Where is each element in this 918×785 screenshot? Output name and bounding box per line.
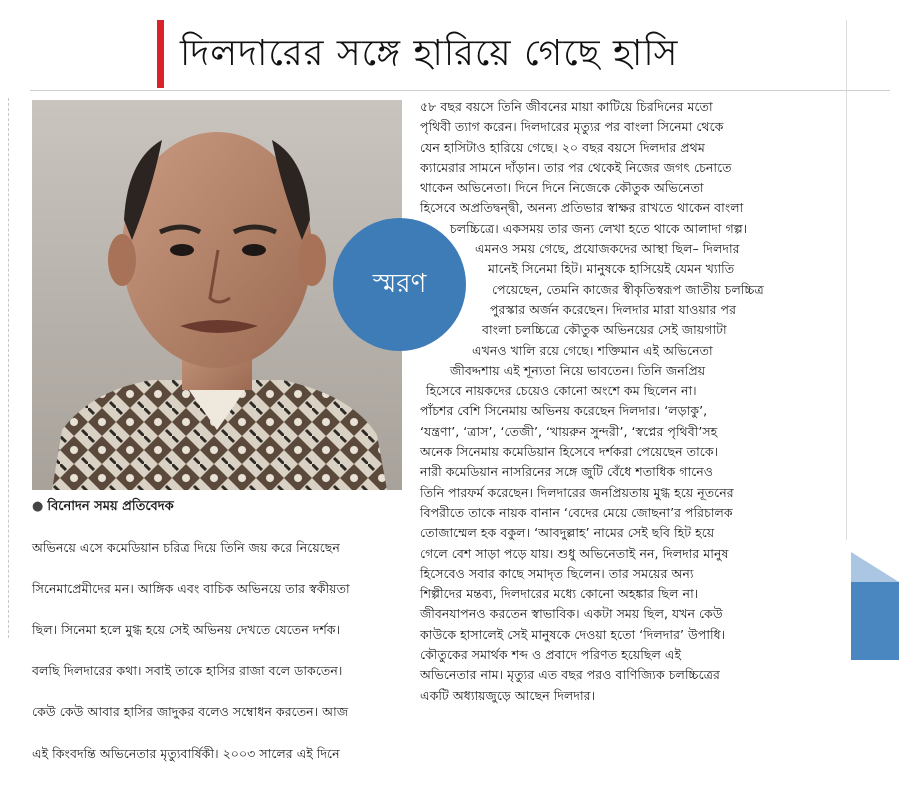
- headline-rule: [30, 90, 890, 91]
- right-line: ৫৮ বছর বয়সে তিনি জীবনের মায়া কাটিয়ে চিরদিনের মতো: [420, 99, 713, 114]
- right-line: পুরস্কার অর্জন করেছেন। দিলদার মারা যাওয়ার পর: [490, 301, 737, 317]
- left-column-text: [32, 517, 417, 785]
- right-line: একটি অধ্যায়জুড়ে আছেন দিলদার।: [420, 687, 596, 703]
- right-line: হিসেবে নায়কদের চেয়েও কোনো অংশে কম ছিলেন না।: [426, 383, 697, 399]
- right-column-text: [420, 97, 805, 706]
- left-line: অভিনয়ে এসে কমেডিয়ান চরিত্র দিয়ে তিনি জয় করে নিয়েছেন: [32, 539, 340, 555]
- right-line: বিপরীতে তাকে নায়ক বানান ‘বেদের মেয়ে জোছনা’র পরিচালক: [420, 504, 733, 520]
- corner-decoration-block: [851, 582, 899, 660]
- right-line: অভিনেতার নাম। মৃত্যুর এত বছর পরও বাণিজ্যিক চলচ্চিত্রের: [420, 667, 720, 683]
- right-line: পেয়েছেন, তেমনি কাজের স্বীকৃতিস্বরূপ জাতীয় চলচ্চিত্র: [492, 281, 764, 297]
- right-line: এখনও খালি রয়ে গেছে। শক্তিমান এই অভিনেতা: [472, 342, 713, 358]
- right-line: পাঁচশর বেশি সিনেমায় অভিনয় করেছেন দিলদার। ‘লড়াকু’,: [420, 403, 708, 419]
- remembrance-badge: স্মরণ: [333, 218, 466, 351]
- right-line: ক্যামেরার সামনে দাঁড়ান। তার পর থেকেই নিজের জগৎ চেনাতে: [420, 159, 732, 175]
- right-line: জীবদ্দশায় এই শূন্যতা নিয়ে ভাবতেন। তিনি জনপ্রিয়: [450, 362, 706, 378]
- right-line: তোজাম্মেল হক বকুল। ‘আবদুল্লাহ’ নামের সেই ছবি হিট হয়ে: [420, 525, 715, 541]
- headline: দিলদারের সঙ্গে হারিয়ে গেছে হাসি: [180, 33, 679, 74]
- right-line: হিসেবে অপ্রতিদ্বন্দ্বী, অনন্য প্রতিভার স্বাক্ষর রাখতে থাকেন বাংলা: [420, 200, 744, 216]
- right-line: কৌতুকের সমার্থক শব্দ ও প্রবাদে পরিণত হয়েছিল এই: [420, 647, 682, 663]
- right-line: পৃথিবী ত্যাগ করেন। দিলদারের মৃত্যুর পর বাংলা সিনেমা থেকে: [420, 119, 724, 135]
- right-line: বাংলা চলচ্চিত্রে কৌতুক অভিনয়ের সেই জায়গাটা: [482, 322, 727, 338]
- right-line: থাকেন অভিনেতা। দিনে দিনে নিজেকে কৌতুক অভিনেতা: [420, 180, 704, 196]
- left-line: এই কিংবদন্তি অভিনেতার মৃত্যুবার্ষিকী। ২০০৩ সালের এই দিনে: [32, 745, 340, 761]
- byline-text: বিনোদন সময় প্রতিবেদক: [47, 499, 174, 514]
- right-line: যেন হাসিটাও হারিয়ে গেছে। ২০ বছর বয়সে দিলদার প্রথম: [420, 139, 705, 155]
- right-line: গেলে বেশ সাড়া পড়ে যায়। শুধু অভিনেতাই নন, দিলদার মানুষ: [420, 545, 729, 561]
- byline: [32, 498, 412, 516]
- right-line: নারী কমেডিয়ান নাসরিনের সঙ্গে জুটি বেঁধে শতাধিক গানেও: [420, 464, 714, 480]
- right-line: অনেক সিনেমায় কমেডিয়ান হিসেবে দর্শকরা পেয়েছেন তাকে।: [420, 444, 719, 460]
- right-line: ‘যন্ত্রণা’, ‘ত্রাস’, ‘তেজী’, ‘খায়রুন সুন্দরী’, ‘স্বপ্নের পৃথিবী’সহ: [420, 423, 718, 439]
- bullet-icon: ●: [32, 499, 44, 514]
- right-line: এমনও সময় গেছে, প্রযোজকদের আস্থা ছিল– দিলদার: [475, 241, 740, 257]
- headline-accent-bar: [157, 20, 164, 88]
- left-column-rule: [8, 98, 9, 638]
- right-column-rule: [846, 20, 847, 540]
- right-line: হিসেবেও সবার কাছে সমাদৃত ছিলেন। তার সময়ের অন্য: [420, 565, 694, 581]
- right-line: জীবনযাপনও করতেন স্বাভাবিক। একটা সময় ছিল, যখন কেউ: [420, 606, 723, 622]
- right-line: চলচ্চিত্রে। একসময় তার জন্য লেখা হতে থাকে আলাদা গল্প।: [450, 220, 748, 236]
- right-line: শিল্পীদের মন্তব্য, দিলদারের মধ্যে কোনো অহঙ্কার ছিল না।: [420, 586, 699, 602]
- right-line: তিনি পারফর্ম করেছেন। দিলদারের জনপ্রিয়তায় মুগ্ধ হয়ে নূতনের: [420, 484, 734, 500]
- left-line: ছিল। সিনেমা হলে মুগ্ধ হয়ে সেই অভিনয় দেখতে যেতেন দর্শক।: [32, 621, 341, 637]
- left-line: কেউ কেউ আবার হাসির জাদুকর বলেও সম্বোধন করতেন। আজ: [32, 704, 349, 720]
- right-line: কাউকে হাসালেই সেই মানুষকে দেওয়া হতো ‘দিলদার’ উপাধি।: [420, 626, 726, 642]
- left-line: বলছি দিলদারের কথা। সবাই তাকে হাসির রাজা বলে ডাকতেন।: [32, 663, 343, 679]
- corner-decoration-triangle: [851, 552, 899, 582]
- right-line: মানেই সিনেমা হিট। মানুষকে হাসিয়েই যেমন খ্যাতি: [488, 261, 735, 277]
- left-line: সিনেমাপ্রেমীদের মন। আঙ্গিক এবং বাচিক অভিনয়ে তার স্বকীয়তা: [32, 580, 350, 596]
